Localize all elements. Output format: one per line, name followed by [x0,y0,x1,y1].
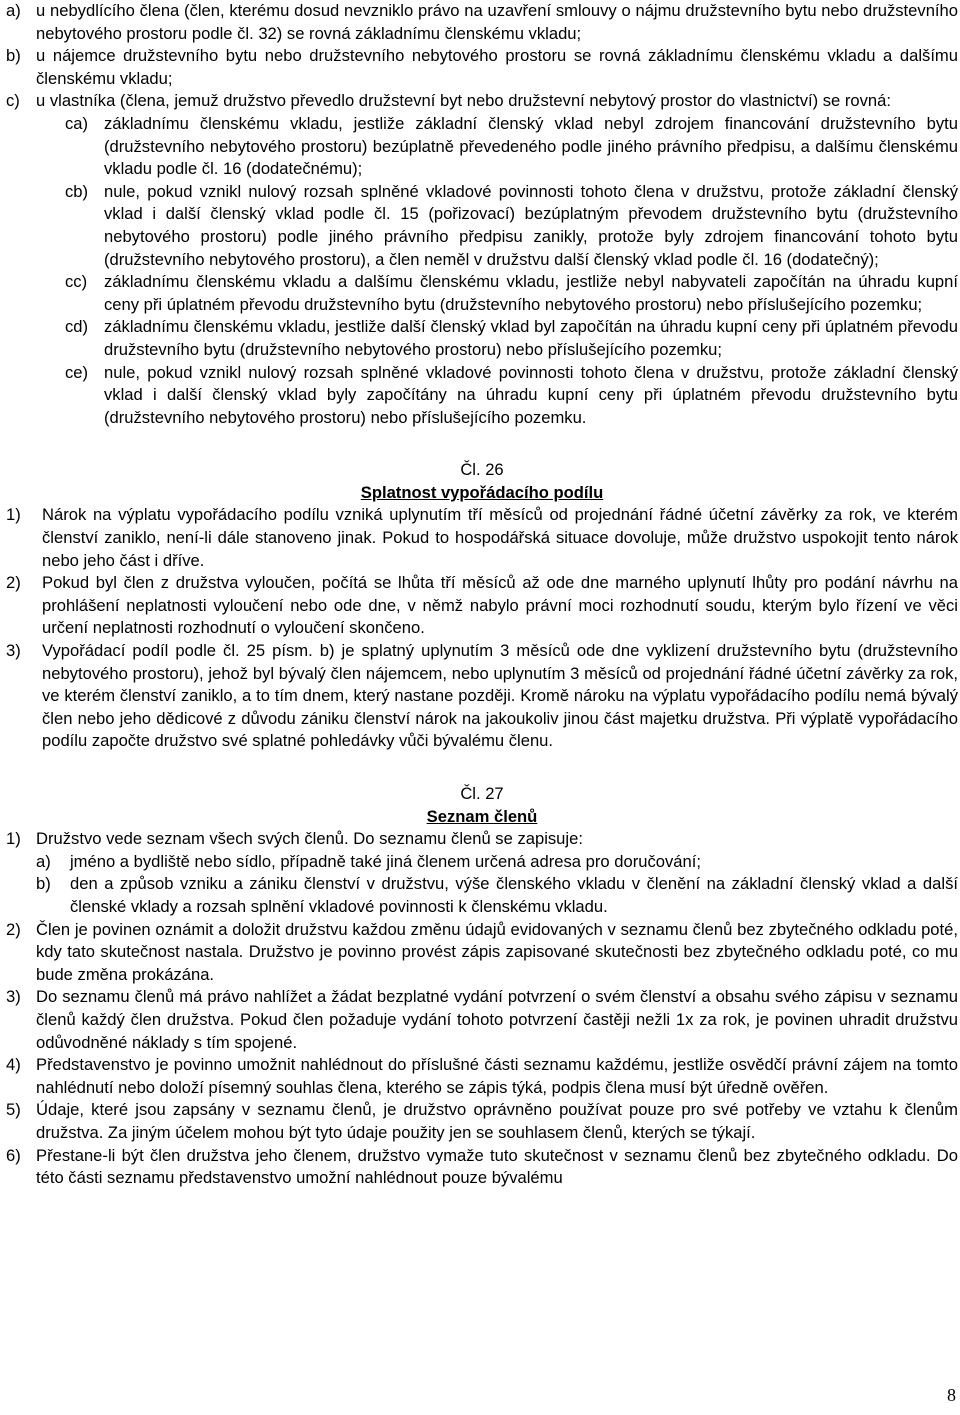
sub-list-item [6,181,958,271]
list-item-label: 2) [6,919,21,939]
article-item [6,828,958,851]
article-item [6,572,958,640]
list-item-label: 5) [6,1100,21,1120]
article-item [6,919,958,987]
sub-list-item [6,873,958,918]
list-item-label: 6) [6,1145,21,1165]
list-item-text: Vypořádací podíl podle čl. 25 písm. b) je splatný uplynutím 3 měsíců ode dne vyklizení družstevního bytu (družstevního nebytového prostoru), jehož byl bývalý člen nájemcem, nebo uplynutím 3 měsíců od projednání řádné účetní závěrky za rok, ve kterém členství zaniklo, a to tím dnem, který nastane později. Kromě nároku na výplatu vypořádacího podílu nemá bývalý člen nebo jeho dědicové z důvodu zániku členství nárok na jakoukoliv jinou část majetku družstva. Při výplatě vypořádacího podílu započte družstvo své splatné pohledávky vůči bývalému členu. [42,641,958,751]
sub-list-item [6,362,958,430]
article-item [6,504,958,572]
article-26-title: Splatnost vypořádacího podílu [360,482,604,502]
article-item [6,986,958,1054]
list-item-label: 3) [6,987,21,1007]
list-item-label: c) [6,91,20,111]
list-item-text: Údaje, které jsou zapsány v seznamu členů, je družstvo oprávněno používat pouze pro své potřeby ve vztahu k členům družstva. Za jiným účelem mohou být tyto údaje použity jen se souhlasem členů, kterých se týkají. [36,1100,958,1142]
article-27-title: Seznam členů [426,806,538,826]
sub-list-item [6,851,958,874]
list-item-text: Nárok na výplatu vypořádacího podílu vzniká uplynutím tří měsíců od projednání řádné účetní závěrky za rok, ve kterém členství zaniklo, není-li dále stanoveno jinak. Pokud to hospodářská situace dovoluje, může družstvo uspokojit tento nárok nebo jeho část i dříve. [42,505,958,570]
list-item-text: u nebydlícího člena (člen, kterému dosud nevzniklo právo na uzavření smlouvy o nájmu družstevního bytu nebo družstevního nebytového prostoru podle čl. 32) se rovná základnímu členskému vkladu; [36,1,958,43]
list-item-label: 4) [6,1055,21,1075]
list-item-text: Člen je povinen oznámit a doložit družstvu každou změnu údajů evidovaných v seznamu členů bez zbytečného odkladu poté, kdy tato skutečnost nastala. Družstvo je povinno provést zápis zapisované skutečnosti bez zbytečného odkladu poté, co mu bude změna prokázána. [36,919,958,984]
list-item-text: Představenstvo je povinno umožnit nahlédnout do příslušné části seznamu každému, jestliže osvědčí právní zájem na tomto nahlédnutí nebo doloží písemný souhlas člena, kterého se zápis týká, podpis člena musí být úředně ověřen. [36,1055,958,1097]
intro-list [6,0,958,113]
list-item-label: 3) [6,641,21,661]
list-item-text: Do seznamu členů má právo nahlížet a žádat bezplatné vydání potvrzení o svém členství a obsahu svého zápisu v seznamu členů každý člen družstva. Pokud člen požaduje vydání tohoto potvrzení častěji nežli 1x za rok, je povinen uhradit družstvu odůvodněné náklady s tím spojené. [36,987,958,1052]
list-item-label: cb) [65,181,89,201]
list-item-label: cc) [65,272,88,292]
list-item-text: u nájemce družstevního bytu nebo družstevního nebytového prostoru se rovná základnímu členskému vkladu a dalšímu členskému vkladu; [36,46,958,88]
article-26-number: Čl. 26 [460,460,504,480]
list-item-label: 2) [6,573,21,593]
page-number: 8 [947,1385,956,1406]
list-item-text: Přestane-li být člen družstva jeho členem, družstvo vymaže tuto skutečnost v seznamu členů bez zbytečného odkladu. Do této části seznamu představenstvo umožní nahlédnout pouze bývalému [36,1145,958,1188]
article-26-items [6,504,958,753]
list-item-label: cd) [65,317,89,337]
list-item-text: nule, pokud vznikl nulový rozsah splněné vkladové povinnosti tohoto člena v družstvu, protože základní členský vklad i další členský vklad podle čl. 15 (pořizovací) bezúplatným převodem družstevního bytu (družstevního nebytového prostoru) podle jiného právního předpisu zanikly, protože byly zdrojem financování tohoto bytu (družstevního nebytového prostoru), a člen neměl v družstvu další členský vklad podle čl. 16 (dodatečný); [104,181,958,269]
list-item-text: základnímu členskému vkladu a dalšímu členskému vkladu, jestliže nebyl nabyvateli započítán na úhradu kupní ceny při úplatném převodu družstevního bytu (družstevního nebytového prostoru) nebo příslušejícího pozemku; [104,272,958,314]
list-item-text: jméno a bydliště nebo sídlo, případně také jiná členem určená adresa pro doručování; [70,851,701,871]
sub-list-item [6,316,958,361]
list-item-text: Pokud byl člen z družstva vyloučen, počítá se lhůta tří měsíců až ode dne marného uplynutí lhůty pro podání návrhu na prohlášení neplatnosti vyloučení nebo ode dne, v němž nabylo právní moci rozhodnutí soudu, kterým bylo řízení ve věci určení neplatnosti rozhodnutí o vyloučení skončeno. [42,573,958,638]
article-item [6,1145,958,1190]
list-item-label: a) [6,1,21,20]
list-item-text: základnímu členskému vkladu, jestliže základní členský vklad nebyl zdrojem financování družstevního bytu (družstevního nebytového prostoru) bezúplatně převedeného podle jiného právního předpisu, a dalšímu členskému vkladu podle čl. 16 (dodatečnému); [104,113,958,179]
article-item [6,1099,958,1144]
list-item-label: a) [36,851,51,871]
document-page [6,0,958,1190]
list-item-label: b) [6,46,21,66]
sub-list-item [6,113,958,181]
sub-list [6,113,958,429]
list-item-label: ce) [65,362,89,382]
list-item-label: 1) [6,829,21,849]
article-item [6,640,958,753]
list-item [6,90,958,113]
list-item-label: 1) [6,505,21,525]
list-item [6,0,958,45]
article-27-number: Čl. 27 [460,784,504,803]
sub-list-item [6,271,958,316]
list-item [6,45,958,90]
list-item-text: den a způsob vzniku a zániku členství v družstvu, výše členského vkladu v členění na základní členský vklad a další členské vklady a rozsah splnění vkladové povinnosti k členskému vkladu. [70,874,958,916]
list-item-text: nule, pokud vznikl nulový rozsah splněné vkladové povinnosti tohoto člena v družstvu, protože základní členský vklad i další členský vklad byly započítány na úhradu kupní ceny při úplatném převodu družstevního bytu (družstevního nebytového prostoru) nebo příslušejícího pozemku. [104,362,958,427]
list-item-text: základnímu členskému vkladu, jestliže další členský vklad byl započítán na úhradu kupní ceny při úplatném převodu družstevního bytu (družstevního nebytového prostoru) nebo příslušejícího pozemku; [104,317,958,359]
list-item-text: Družstvo vede seznam všech svých členů. Do seznamu členů se zapisuje: [36,829,583,849]
list-item-label: ca) [65,113,89,133]
article-27-items [6,828,958,1190]
list-item-text: u vlastníka (člena, jemuž družstvo převedlo družstevní byt nebo družstevní nebytový prostor do vlastnictví) se rovná: [36,91,891,111]
list-item-label: b) [36,874,51,894]
article-item [6,1054,958,1099]
